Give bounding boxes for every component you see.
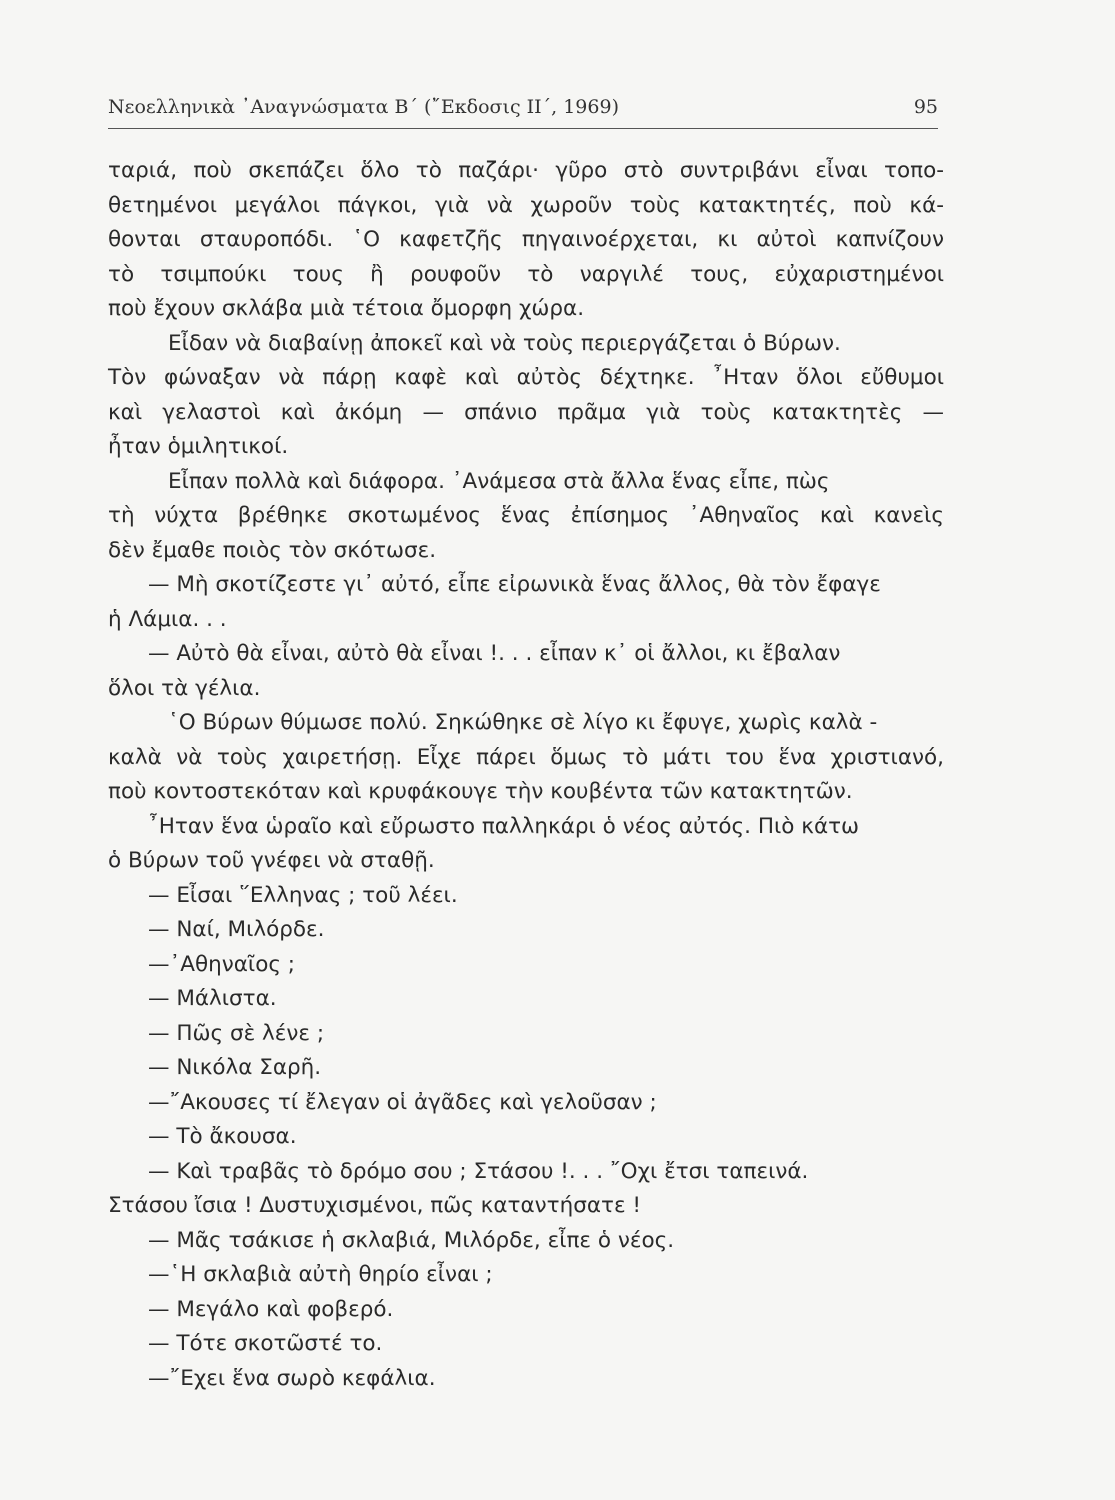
header-rule	[108, 128, 938, 129]
text-line: ῾Ο Βύρων θύμωσε πολύ. Σηκώθηκε σὲ λίγο κι ἔφυγε, χωρὶς καλὰ -	[168, 710, 878, 735]
text-line: — Τότε σκοτῶστέ το.	[148, 1331, 383, 1356]
text-line: Εἶπαν πολλὰ καὶ διάφορα. ᾽Ανάμεσα στὰ ἄλλα ἕνας εἶπε, πὼς	[168, 468, 830, 494]
body-text	[108, 154, 944, 1396]
text-line: —῾Η σκλαβιὰ αὐτὴ θηρίο εἶναι ;	[148, 1262, 493, 1287]
header-title: Νεοελληνικὰ ᾽Αναγνώσματα Β΄ (῎Εκδοσις ΙΙ΄, 1969)	[108, 96, 619, 118]
text-line: —῎Εχει ἕνα σωρὸ κεφάλια.	[148, 1365, 436, 1391]
text-line: ὅλοι τὰ γέλια.	[108, 675, 261, 701]
text-line: — Πῶς σὲ λένε ;	[148, 1020, 325, 1046]
text-line: θονται σταυροπόδι. ῾Ο καφετζῆς πηγαινοέρχεται, κι αὐτοὶ καπνίζουν	[108, 227, 944, 252]
text-line: — Μὴ σκοτίζεστε γι᾽ αὐτό, εἶπε εἰρωνικὰ ἕνας ἄλλος, θὰ τὸν ἔφαγε	[148, 572, 881, 597]
text-line: Εἶδαν νὰ διαβαίνῃ ἀποκεῖ καὶ νὰ τοὺς περιεργάζεται ὁ Βύρων.	[168, 330, 841, 356]
text-line: δὲν ἔμαθε ποιὸς τὸν σκότωσε.	[108, 537, 437, 563]
text-line: —᾽Αθηναῖος ;	[148, 951, 296, 977]
text-line: ταριά, ποὺ σκεπάζει ὅλο τὸ παζάρι· γῦρο στὸ συντριβάνι εἶναι τοπο-	[108, 158, 944, 183]
text-line: — Αὐτὸ θὰ εἶναι, αὐτὸ θὰ εἶναι !. . . εἶπαν κ᾽ οἱ ἄλλοι, κι ἔβαλαν	[148, 641, 841, 666]
text-line: —῎Ακουσες τί ἔλεγαν οἱ ἀγᾶδες καὶ γελοῦσαν ;	[148, 1089, 657, 1115]
text-line: — Καὶ τραβᾶς τὸ δρόμο σου ; Στάσου !. . . ῎Οχι ἔτσι ταπεινά.	[148, 1158, 809, 1184]
text-line: ποὺ κοντοστεκόταν καὶ κρυφάκουγε τὴν κουβέντα τῶν κατακτητῶν.	[108, 779, 853, 804]
running-header	[108, 96, 938, 126]
text-line: — Ναί, Μιλόρδε.	[148, 917, 325, 942]
text-line: Τὸν φώναξαν νὰ πάρῃ καφὲ καὶ αὐτὸς δέχτηκε. ῏Ηταν ὅλοι εὔθυμοι	[108, 365, 944, 390]
text-line: ὁ Βύρων τοῦ γνέφει νὰ σταθῇ.	[108, 848, 435, 873]
text-line: — Νικόλα Σαρῆ.	[148, 1055, 322, 1080]
text-line: τὸ τσιμπούκι τους ἢ ρουφοῦν τὸ ναργιλέ τους, εὐχαριστημένοι	[108, 261, 944, 287]
text-line: ποὺ ἔχουν σκλάβα μιὰ τέτοια ὄμορφη χώρα.	[108, 296, 585, 321]
text-line: — Εἶσαι ῞Ελληνας ; τοῦ λέει.	[148, 882, 458, 908]
text-line: ἦταν ὁμιλητικοί.	[108, 434, 289, 459]
text-line: — Μεγάλο καὶ φοβερό.	[148, 1296, 394, 1322]
text-line: θετημένοι μεγάλοι πάγκοι, γιὰ νὰ χωροῦν τοὺς κατακτητές, ποὺ κά-	[108, 192, 944, 218]
page-number: 95	[913, 96, 938, 118]
text-line: καὶ γελαστοὶ καὶ ἀκόμη — σπάνιο πρᾶμα γιὰ τοὺς κατακτητὲς —	[108, 399, 944, 425]
text-line: ἡ Λάμια. . .	[108, 606, 227, 632]
text-line: Στάσου ἴσια ! Δυστυχισμένοι, πῶς καταντήσατε !	[108, 1193, 642, 1218]
text-line: — Μᾶς τσάκισε ἡ σκλαβιά, Μιλόρδε, εἶπε ὁ νέος.	[148, 1227, 675, 1253]
text-line: — Τὸ ἄκουσα.	[148, 1124, 297, 1149]
text-line: — Μάλιστα.	[148, 986, 277, 1011]
text-line: ῏Ηταν ἕνα ὡραῖο καὶ εὔρωστο παλληκάρι ὁ νέος αὐτός. Πιὸ κάτω	[148, 813, 860, 839]
text-line: τὴ νύχτα βρέθηκε σκοτωμένος ἕνας ἐπίσημος ᾽Αθηναῖος καὶ κανεὶς	[108, 503, 944, 528]
text-line: καλὰ νὰ τοὺς χαιρετήσῃ. Εἶχε πάρει ὅμως τὸ μάτι του ἕνα χριστιανό,	[108, 744, 944, 770]
